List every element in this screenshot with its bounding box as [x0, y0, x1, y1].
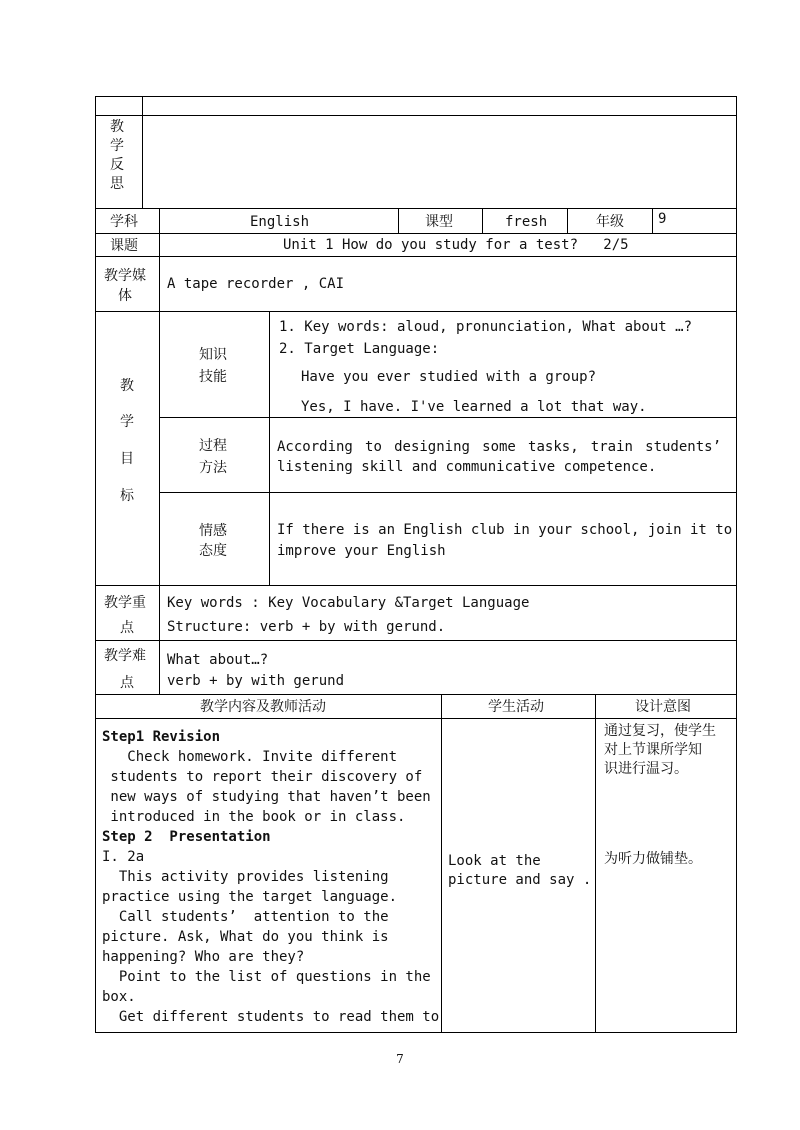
- content-line: This activity provides listening: [102, 869, 389, 885]
- difficulties-label: 教学难: [104, 648, 146, 664]
- content-line: Call students’ attention to the: [102, 909, 389, 925]
- student-activity-line-2: picture and say .: [448, 872, 592, 888]
- step-heading: Step 2 Presentation: [102, 829, 271, 845]
- lesson-type-label: 课型: [425, 214, 453, 230]
- grade-value: 9: [658, 211, 667, 227]
- key-points-line-2: Structure: verb + by with gerund.: [167, 619, 446, 635]
- knowledge-label: 知识: [199, 347, 227, 363]
- content-line: practice using the target language.: [102, 889, 398, 905]
- student-activity-line-1: Look at the: [448, 853, 541, 869]
- intent-column-header: 设计意图: [635, 699, 691, 715]
- topic-label: 课题: [110, 238, 138, 254]
- media-label: 教学媒: [104, 268, 146, 284]
- process-label: 过程: [199, 438, 227, 454]
- content-line: students to report their discovery of: [102, 769, 423, 785]
- key-points-line-1: Key words : Key Vocabulary &Target Language: [167, 595, 530, 611]
- attitude-label: 情感: [199, 523, 227, 539]
- attitude-content-line-2: improve your English: [277, 543, 446, 559]
- process-content-line-2: listening skill and communicative competence.: [277, 459, 657, 475]
- topic-value: Unit 1 How do you study for a test? 2/5: [283, 237, 629, 253]
- difficulties-line-2: verb + by with gerund: [167, 673, 345, 689]
- intent-line-3: 识进行温习。: [604, 761, 688, 777]
- process-content-line-1: According to designing some tasks, train students’: [277, 439, 721, 455]
- difficulties-line-1: What about…?: [167, 652, 269, 668]
- content-line: happening? Who are they?: [102, 949, 305, 965]
- intent-line-4: 为听力做铺垫。: [604, 851, 702, 867]
- media-label-2: 体: [118, 288, 132, 304]
- content-line: introduced in the book or in class.: [102, 809, 406, 825]
- grade-label: 年级: [596, 214, 624, 230]
- difficulties-label-2: 点: [120, 675, 134, 691]
- attitude-content-line-1: If there is an English club in your school, join it to: [277, 522, 733, 538]
- student-column-header: 学生活动: [488, 699, 544, 715]
- content-line: Get different students to read them to: [102, 1009, 440, 1025]
- content-line: box.: [102, 989, 136, 1005]
- content-line: I. 2a: [102, 849, 145, 865]
- intent-line-2: 对上节课所学知: [604, 742, 702, 758]
- step-heading: Step1 Revision: [102, 729, 221, 745]
- content-line: Point to the list of questions in the: [102, 969, 431, 985]
- attitude-label-2: 态度: [199, 543, 227, 559]
- subject-label: 学科: [110, 214, 138, 230]
- content-column-header: 教学内容及教师活动: [200, 699, 326, 715]
- content-line: picture. Ask, What do you think is: [102, 929, 389, 945]
- content-line: new ways of studying that haven’t been: [102, 789, 431, 805]
- key-points-label: 教学重: [104, 595, 146, 611]
- media-value: A tape recorder , CAI: [167, 276, 345, 292]
- process-label-2: 方法: [199, 460, 227, 476]
- key-points-label-2: 点: [120, 620, 134, 636]
- intent-line-1: 通过复习，使学生: [604, 723, 716, 739]
- subject-value: English: [250, 214, 310, 230]
- content-line: Check homework. Invite different: [102, 749, 398, 765]
- knowledge-label-2: 技能: [199, 369, 227, 385]
- page-number: 7: [396, 1052, 404, 1066]
- lesson-type-value: fresh: [505, 214, 548, 230]
